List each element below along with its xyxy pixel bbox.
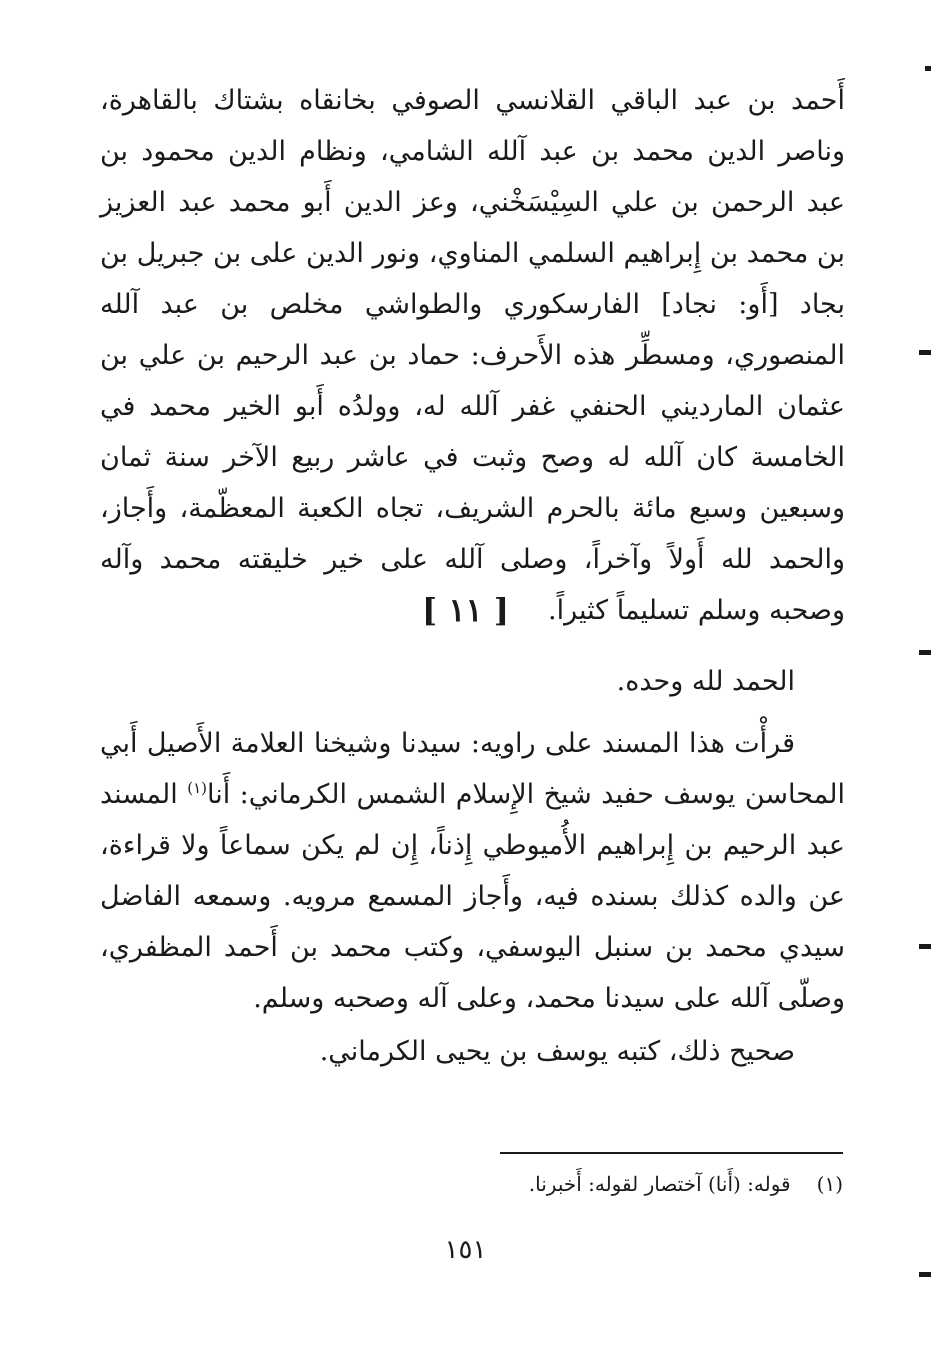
edge-mark — [919, 650, 931, 655]
section-number: [ ١١ ] — [422, 591, 509, 629]
paragraph-text-part-2: المسند عبد الرحيم بن إِبراهيم الأُميوطي إِذناً، إِن لم يكن سماعاً ولا قراءة، عن والده كذلك بسنده فيه، وأَجاز المسمع مرويه. وسمعه الفاضل سيدي محمد بن سنبل اليوسفي، وكتب محمد بن أَحمد المظفري، وصلّى آلله على سيدنا محمد، وعلى آله وصحبه وسلم. — [100, 779, 845, 1014]
footnote-divider — [500, 1152, 843, 1154]
footnote-marker: (١) — [816, 1172, 843, 1196]
footnote-reference: (١) — [187, 779, 207, 797]
paragraph-text-part-1: قرأْت هذا المسند على راويه: سيدنا وشيخنا العلامة الأَصيل أَبي المحاسن يوسف حفيد شيخ الإِسلام الشمس الكرماني: أَنا — [100, 728, 845, 810]
paragraph-chain-of-narrators — [100, 75, 845, 636]
paragraph-text: أَحمد بن عبد الباقي القلانسي الصوفي بخانقاه بشتاك بالقاهرة، وناصر الدين محمد بن عبد آلله الشامي، ونظام الدين محمود بن عبد الرحمن بن علي السِيْسَخْني، وعز الدين أَبو محمد عبد العزيز بن محمد بن إِبراهيم السلمي المناوي، ونور الدين على بن جبريل بن بجاد [أَو: نجاد] الفارسكوري والطواشي مخلص بن عبد آلله المنصوري، ومسطِّر هذه الأَحرف: حماد بن عبد الرحيم بن علي بن عثمان المارديني الحنفي غفر آلله له، وولدُه أَبو الخير محمد في الخامسة كان آلله له وصح وثبت في عاشر ربيع الآخر سنة ثمان وسبعين وسبع مائة بالحرم الشريف، تجاه الكعبة المعظّمة، وأَجاز، والحمد لله أَولاً وآخراً، وصلى آلله على خير خليقته محمد وآله وصحبه وسلم تسليماً كثيراً. — [100, 85, 845, 626]
paragraph-text — [100, 718, 845, 1024]
signature-line: صحيح ذلك، كتبه يوسف بن يحيى الكرماني. — [319, 1036, 795, 1067]
footnote — [529, 1168, 843, 1200]
edge-mark — [919, 944, 931, 949]
paragraph-reading-record — [100, 718, 845, 1024]
edge-mark — [919, 1272, 931, 1277]
page-number: ١٥١ — [444, 1235, 487, 1265]
footnote-text: قوله: (أَنا) آختصار لقوله: أَخبرنا. — [528, 1172, 791, 1196]
praise-line: الحمد لله وحده. — [616, 666, 795, 697]
edge-mark — [925, 66, 931, 71]
edge-mark — [919, 350, 931, 355]
